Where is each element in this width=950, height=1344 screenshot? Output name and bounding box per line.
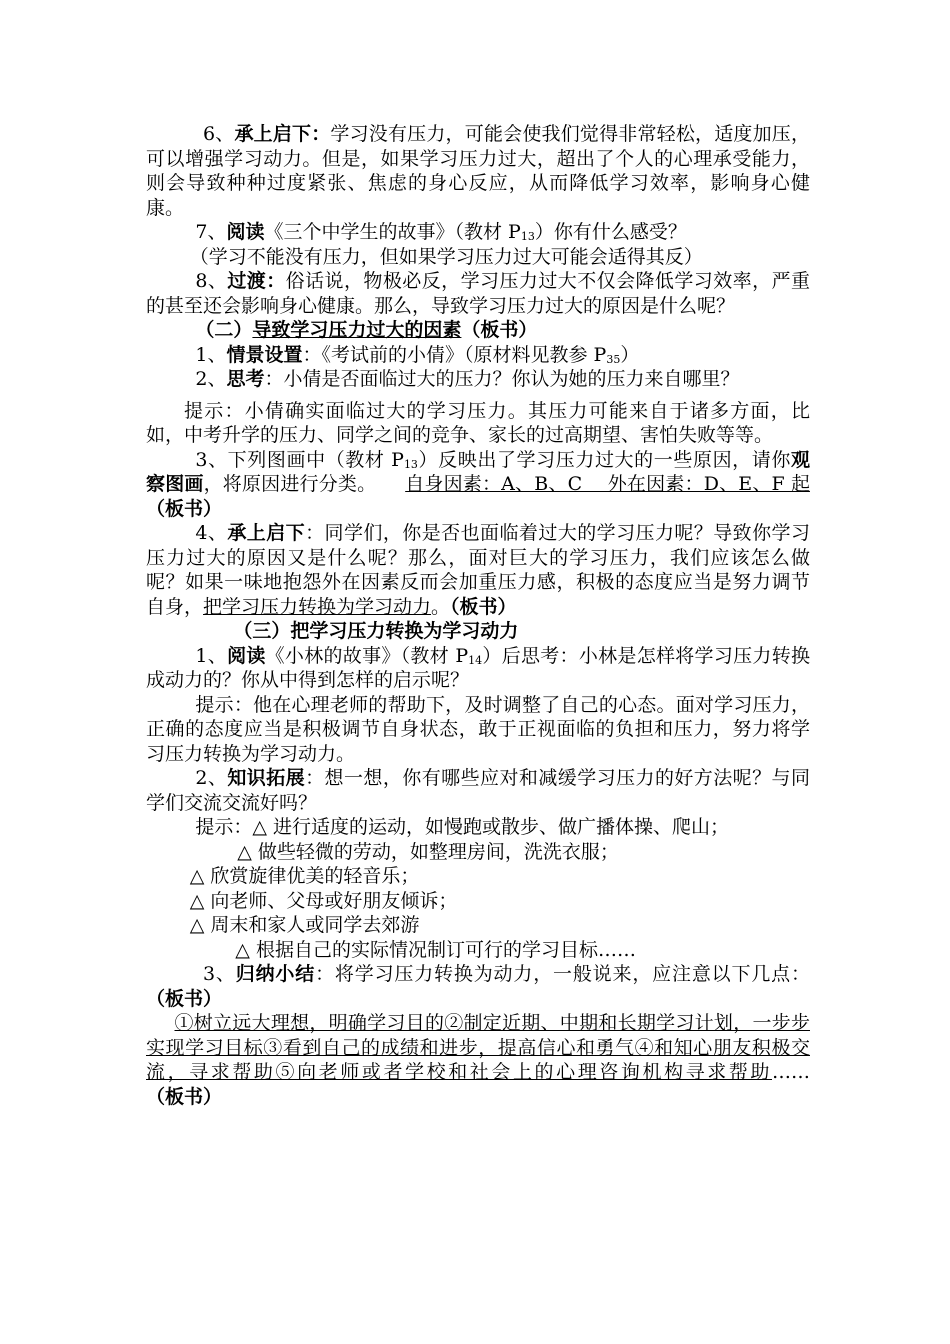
item-number: 7、 bbox=[195, 221, 227, 243]
paragraph-text: ：将学习压力转换为动力，一般说来，应注意以下几点： bbox=[315, 963, 810, 985]
answer-text: 自身因素：A、B、C 外在因素：D、E、F 起 bbox=[405, 473, 810, 495]
paragraph-text: ）你有什么感受？ bbox=[534, 221, 687, 243]
paragraph-text: ：小倩是否面临过大的压力？你认为她的压力来自哪里？ bbox=[264, 368, 740, 390]
paragraph-text: 。 bbox=[431, 595, 451, 618]
lead-term: 情景设置 bbox=[226, 343, 303, 366]
item-2-1 bbox=[146, 343, 810, 368]
item-number: 2、 bbox=[195, 368, 227, 390]
lead-term: 承上启下： bbox=[234, 123, 331, 145]
paragraph-text: 《小林的故事》（教材 P bbox=[265, 644, 469, 667]
board-note: （板书） bbox=[450, 595, 517, 618]
item-2-2 bbox=[146, 367, 810, 392]
item-3-1 bbox=[146, 644, 810, 693]
paragraph-6 bbox=[146, 122, 810, 220]
paragraph-text: ）后思考：小林是怎样将学习压力转换成动力的？你从中得到怎样的启示呢？ bbox=[146, 644, 810, 691]
item-3-2 bbox=[146, 766, 810, 815]
tip-line: △ 周末和家人或同学去郊游 bbox=[189, 914, 420, 936]
item-number: 4、 bbox=[195, 522, 228, 544]
lead-term: 知识拓展 bbox=[227, 767, 306, 789]
paragraph-text: 俗话说，物极必反，学习压力过大不仅会降低学习效率，严重的甚至还会影响身心健康。那么，导致学习压力过大的原因是什么呢？ bbox=[146, 270, 810, 317]
document-page bbox=[146, 122, 810, 1109]
paragraph-text: ：《考试前的小倩》（原材料见教参 P bbox=[302, 343, 607, 366]
paragraph-text: …… bbox=[772, 1061, 810, 1083]
lead-term: 观察图画 bbox=[146, 448, 810, 495]
paragraph-text: 《三个中学生的故事》（教材 P bbox=[264, 221, 521, 243]
lead-term: 阅读 bbox=[227, 644, 266, 667]
item-number: 6、 bbox=[203, 123, 235, 145]
paragraph-text: ）反映出了学习压力过大的一些原因，请你 bbox=[417, 448, 791, 471]
item-2-2-hint: 提示：小倩确实面临过大的学习压力。其压力可能来自于诸多方面，比如，中考升学的压力、同学之间的竞争、家长的过高期望、害怕失败等等。 bbox=[146, 399, 810, 446]
paragraph-7 bbox=[146, 220, 810, 245]
lead-term: 承上启下 bbox=[227, 522, 306, 544]
lead-term: 阅读 bbox=[226, 221, 265, 243]
board-note: （板书） bbox=[461, 319, 538, 341]
paragraph-text: ：同学们，你是否也面临着过大的学习压力呢？导致你学习压力过大的原因又是什么呢？那么，面对巨大的学习压力，我们应该怎么做呢？如果一味地抱怨外在因素反而会加重压力感，积极的态度应当是努力调节自身， bbox=[146, 522, 810, 618]
item-number: 8、 bbox=[195, 270, 228, 292]
paragraph-text: 学习没有压力，可能会使我们觉得非常轻松，适度加压，可以增强学习动力。但是，如果学习压力过大，超出了个人的心理承受能力，则会导致种种过度紧张、焦虑的身心反应，从而降低学习效率，影响身心健康。 bbox=[146, 123, 810, 219]
item-2-4 bbox=[146, 521, 810, 619]
paragraph-text: ，将原因进行分类。 bbox=[203, 473, 367, 495]
paragraph-7-note: （学习不能没有压力，但如果学习压力过大可能会适得其反） bbox=[189, 245, 703, 268]
tip-line: △ 根据自己的实际情况制订可行的学习目标…… bbox=[235, 938, 636, 961]
page-subscript: 13 bbox=[403, 457, 418, 471]
item-number: 1、 bbox=[195, 343, 227, 366]
heading-title: 导致学习压力过大的因素 bbox=[252, 319, 462, 341]
board-note: （板书） bbox=[146, 987, 223, 1010]
lead-term: 过渡： bbox=[227, 270, 286, 292]
tip-line: △ 欣赏旋律优美的轻音乐； bbox=[189, 865, 420, 887]
item-3-3 bbox=[146, 962, 810, 1011]
tip-line: △ 向老师、父母或好朋友倾诉； bbox=[189, 889, 458, 912]
page-subscript: 14 bbox=[468, 653, 483, 667]
paragraph-text: ：想一想，你有哪些应对和减缓学习压力的好方法呢？与同学们交流交流好吗？ bbox=[146, 767, 810, 814]
section-heading-3: （三）把学习压力转换为学习动力 bbox=[233, 620, 519, 642]
item-2-3 bbox=[146, 448, 810, 522]
underlined-key-point: 把学习压力转换为学习动力 bbox=[203, 595, 432, 618]
summary-points bbox=[146, 1011, 810, 1109]
item-number: 1、 bbox=[195, 644, 228, 667]
lead-term: 思考 bbox=[226, 368, 265, 390]
paragraph-text: 3、下列图画中（教材 P bbox=[195, 448, 404, 471]
item-number: 3、 bbox=[203, 963, 236, 985]
board-note: （板书） bbox=[146, 1085, 223, 1108]
paragraph-8 bbox=[146, 269, 810, 318]
heading-prefix: （二） bbox=[195, 319, 253, 341]
board-note: （板书） bbox=[146, 497, 223, 520]
underlined-summary: ①树立远大理想，明确学习目的②制定近期、中期和长期学习计划，一步步实现学习目标③看到自己的成绩和进步，提高信心和勇气④和知心朋友积极交流，寻求帮助⑤向老师或者学校和社会上的心理咨询机构寻求帮助 bbox=[146, 1012, 810, 1083]
item-3-1-hint: 提示：他在心理老师的帮助下，及时调整了自己的心态。面对学习压力，正确的态度应当是积极调节自身状态，敢于正视面临的负担和压力，努力将学习压力转换为学习动力。 bbox=[146, 693, 810, 765]
page-subscript: 35 bbox=[606, 352, 621, 366]
paragraph-text: ） bbox=[620, 343, 640, 366]
tip-line: 提示：△ 进行适度的运动，如慢跑或散步、做广播体操、爬山； bbox=[195, 816, 730, 838]
section-heading-2 bbox=[146, 318, 810, 343]
item-number: 2、 bbox=[195, 767, 228, 789]
tip-line: △ 做些轻微的劳动，如整理房间，洗洗衣服； bbox=[237, 840, 619, 863]
lead-term: 归纳小结 bbox=[235, 963, 316, 985]
page-subscript: 13 bbox=[520, 230, 535, 243]
